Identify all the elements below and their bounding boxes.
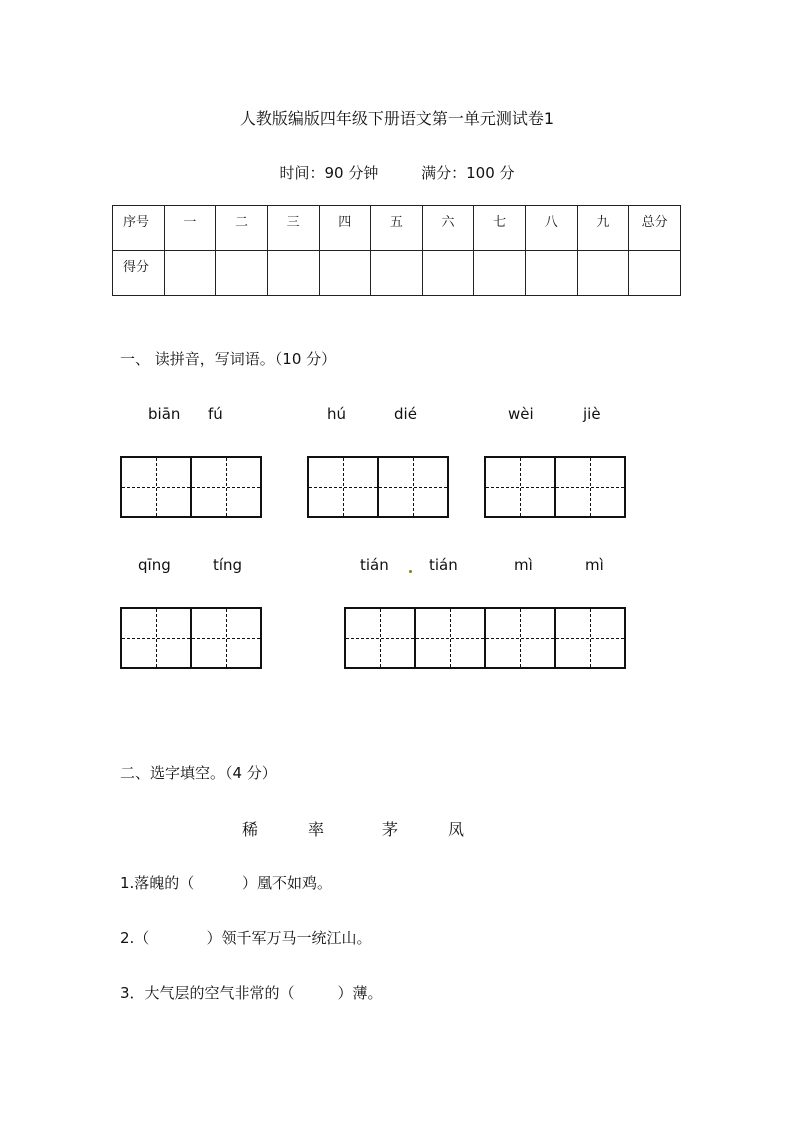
- score-header-cell: 总分: [629, 206, 681, 251]
- exam-info: [0, 162, 794, 183]
- score-table: [112, 205, 681, 296]
- question-3: 3．大气层的空气非常的（ ）薄。: [120, 984, 383, 1002]
- pinyin-label: tián: [429, 556, 458, 574]
- stray-dot: [409, 570, 412, 573]
- choice-char: 率: [308, 820, 325, 839]
- exam-full-score: 满分：100 分: [421, 164, 515, 182]
- tianzige-cell[interactable]: [486, 458, 556, 516]
- choice-char: 凤: [448, 820, 465, 839]
- pinyin-label: tíng: [213, 556, 243, 574]
- page-title: 人教版编版四年级下册语文第一单元测试卷1: [239, 109, 555, 128]
- writing-grid[interactable]: [307, 456, 449, 518]
- pinyin-label: biān: [148, 405, 181, 423]
- section1-heading: 一、 读拼音，写词语。（10 分）: [120, 350, 337, 368]
- writing-grid[interactable]: [484, 456, 626, 518]
- score-cell[interactable]: [422, 251, 474, 296]
- score-header-cell: 六: [422, 206, 474, 251]
- score-table-score-row: [113, 251, 681, 296]
- score-header-cell: 二: [216, 206, 268, 251]
- tianzige-cell[interactable]: [556, 609, 626, 667]
- question-1: 1.落魄的（ ）凰不如鸡。: [120, 874, 332, 892]
- writing-grid[interactable]: [344, 607, 626, 669]
- score-header-cell: 一: [164, 206, 216, 251]
- score-cell[interactable]: [526, 251, 578, 296]
- score-cell[interactable]: [164, 251, 216, 296]
- pinyin-label: hú: [327, 405, 347, 423]
- writing-grid[interactable]: [120, 456, 262, 518]
- pinyin-label: qīng: [138, 556, 171, 574]
- section2-heading: 二、选字填空。（4 分）: [120, 764, 277, 782]
- pinyin-label: wèi: [508, 405, 534, 423]
- tianzige-cell[interactable]: [556, 458, 626, 516]
- writing-grid[interactable]: [120, 607, 262, 669]
- score-row-label: 得分: [113, 251, 165, 296]
- score-header-cell: 七: [474, 206, 526, 251]
- score-cell[interactable]: [216, 251, 268, 296]
- score-cell[interactable]: [577, 251, 629, 296]
- tianzige-cell[interactable]: [122, 458, 192, 516]
- score-cell[interactable]: [267, 251, 319, 296]
- score-header-cell: 九: [577, 206, 629, 251]
- tianzige-cell[interactable]: [192, 458, 262, 516]
- choice-char: 茅: [382, 820, 399, 839]
- pinyin-label: mì: [514, 556, 533, 574]
- tianzige-cell[interactable]: [309, 458, 379, 516]
- score-cell[interactable]: [371, 251, 423, 296]
- score-table-header-row: [113, 206, 681, 251]
- exam-time: 时间：90 分钟: [279, 164, 379, 182]
- question-2: 2.（ ）领千军万马一统江山。: [120, 929, 372, 947]
- choice-char: 稀: [242, 820, 259, 839]
- tianzige-cell[interactable]: [346, 609, 416, 667]
- tianzige-cell[interactable]: [379, 458, 449, 516]
- pinyin-label: jiè: [583, 405, 601, 423]
- score-cell[interactable]: [319, 251, 371, 296]
- tianzige-cell[interactable]: [416, 609, 486, 667]
- pinyin-label: mì: [585, 556, 604, 574]
- pinyin-label: tián: [360, 556, 389, 574]
- score-header-cell: 三: [267, 206, 319, 251]
- pinyin-label: dié: [394, 405, 417, 423]
- score-cell[interactable]: [474, 251, 526, 296]
- score-header-cell: 八: [526, 206, 578, 251]
- pinyin-label: fú: [208, 405, 223, 423]
- score-header-cell: 四: [319, 206, 371, 251]
- score-cell[interactable]: [629, 251, 681, 296]
- tianzige-cell[interactable]: [192, 609, 262, 667]
- tianzige-cell[interactable]: [122, 609, 192, 667]
- score-header-cell: 序号: [113, 206, 165, 251]
- score-header-cell: 五: [371, 206, 423, 251]
- tianzige-cell[interactable]: [486, 609, 556, 667]
